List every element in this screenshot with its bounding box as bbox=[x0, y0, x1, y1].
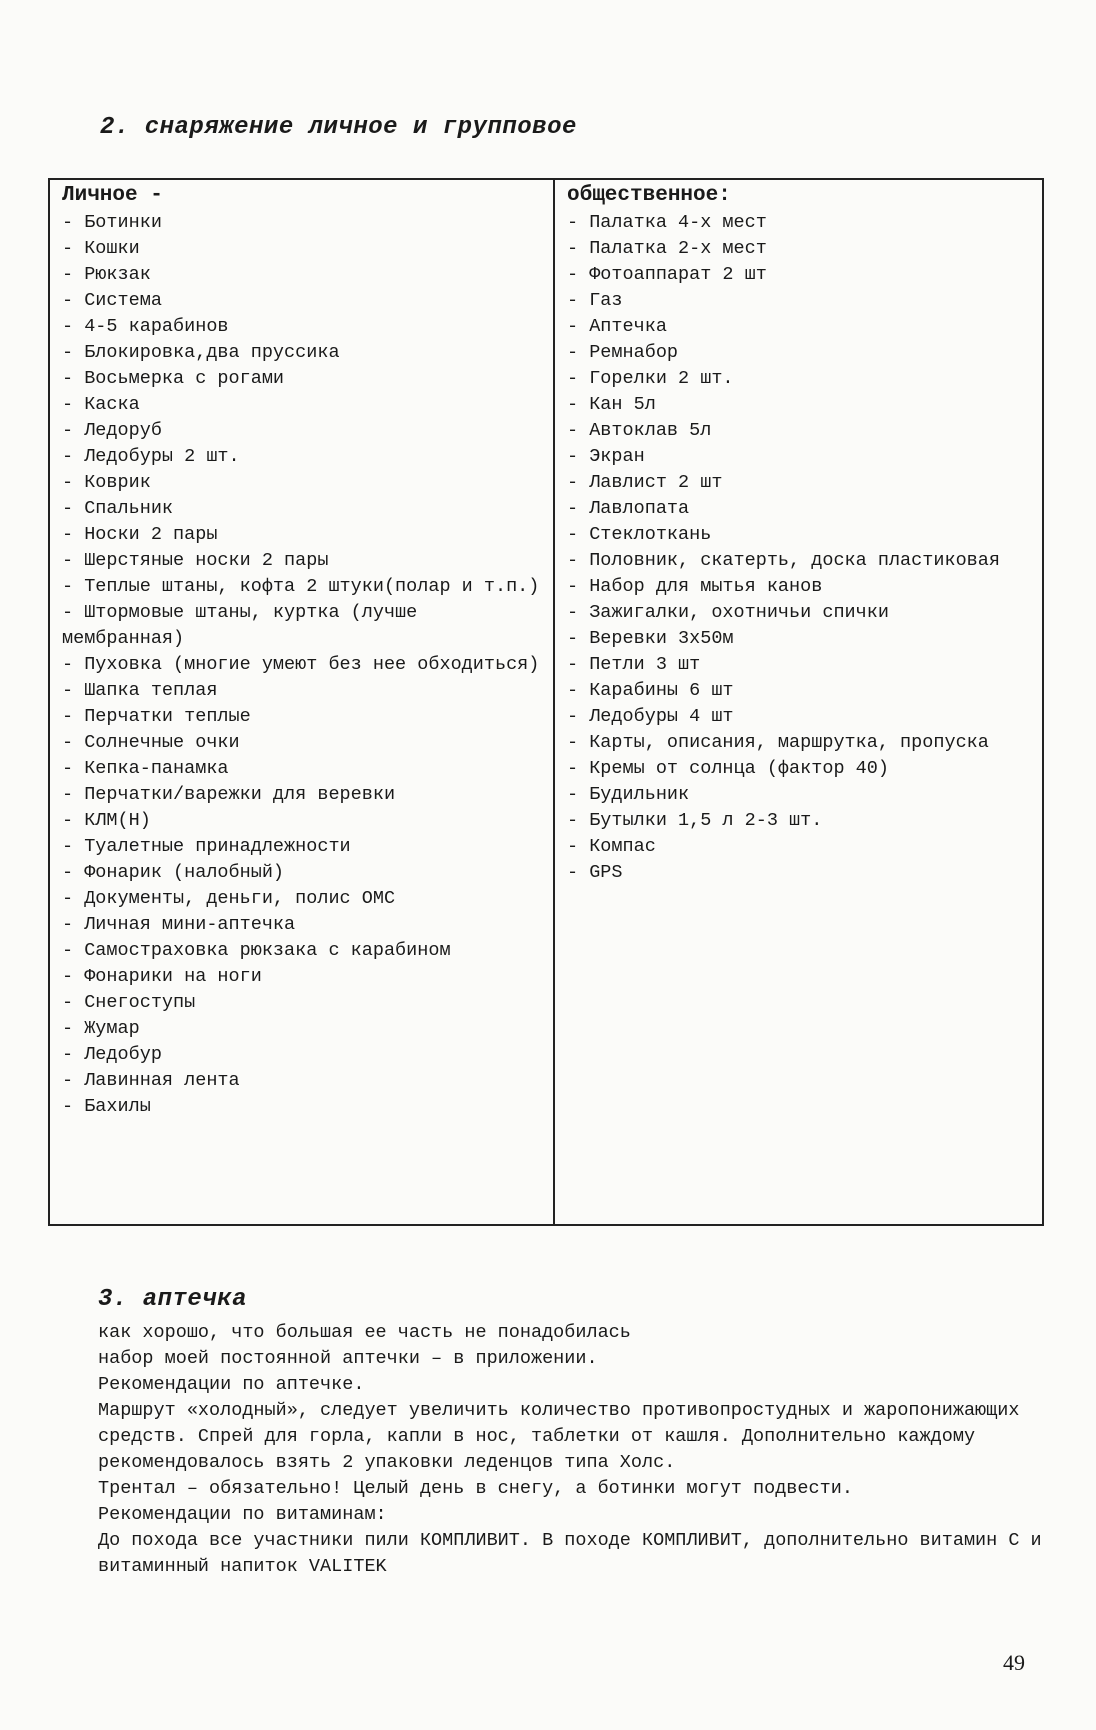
group-item: - Кремы от солнца (фактор 40) bbox=[567, 758, 889, 779]
personal-item: - Система bbox=[62, 290, 162, 311]
group-item: - Лавлопата bbox=[567, 498, 690, 519]
personal-item: - Блокировка,два пруссика bbox=[62, 342, 340, 363]
group-item: - Карты, описания, маршрутка, пропуска bbox=[567, 732, 989, 753]
personal-item: - Солнечные очки bbox=[62, 732, 240, 753]
group-item: - Веревки 3х50м bbox=[567, 628, 734, 649]
group-item: - Ремнабор bbox=[567, 342, 679, 363]
personal-item: - Шерстяные носки 2 пары bbox=[62, 550, 329, 571]
first-aid-paragraph: Рекомендации по витаминам: bbox=[98, 1504, 387, 1525]
first-aid-text bbox=[98, 1320, 1058, 1580]
group-header: общественное: bbox=[567, 184, 731, 207]
personal-item: - Каска bbox=[62, 394, 140, 415]
group-item: - Будильник bbox=[567, 784, 690, 805]
group-item: - Компас bbox=[567, 836, 656, 857]
personal-item: - КЛМ(Н) bbox=[62, 810, 151, 831]
personal-item: - Документы, деньги, полис ОМС bbox=[62, 888, 396, 909]
personal-item: - Теплые штаны, кофта 2 штуки(полар и т.п.) bbox=[62, 576, 540, 597]
personal-item: - Кошки bbox=[62, 238, 140, 259]
personal-item: - Пуховка (многие умеют без нее обходиться) bbox=[62, 654, 540, 675]
group-item: - Палатка 4-х мест bbox=[567, 212, 767, 233]
group-item: - Стеклоткань bbox=[567, 524, 712, 545]
group-item: - Бутылки 1,5 л 2-3 шт. bbox=[567, 810, 823, 831]
group-item: - Автоклав 5л bbox=[567, 420, 712, 441]
group-item: - Карабины 6 шт bbox=[567, 680, 734, 701]
personal-item: - Коврик bbox=[62, 472, 151, 493]
section-title-equipment: 2. снаряжение личное и групповое bbox=[100, 114, 577, 141]
group-item: - Лавлист 2 шт bbox=[567, 472, 723, 493]
personal-item: - Шапка теплая bbox=[62, 680, 218, 701]
first-aid-paragraph: Маршрут «холодный», следует увеличить количество противопростудных и жаропонижающих средств. Спрей для горла, капли в нос, таблетки от кашля. Дополнительно каждому рекомендовалось взять 2 упаковки леденцов типа Холс. bbox=[98, 1400, 1020, 1473]
equipment-table bbox=[48, 178, 1044, 1226]
group-item: - Аптечка bbox=[567, 316, 667, 337]
page-number: 49 bbox=[1003, 1650, 1025, 1675]
first-aid-paragraph: Трентал – обязательно! Целый день в снегу, а ботинки могут подвести. bbox=[98, 1478, 853, 1499]
first-aid-paragraph: набор моей постоянной аптечки – в приложении. bbox=[98, 1348, 598, 1369]
personal-item: - Самостраховка рюкзака с карабином bbox=[62, 940, 451, 961]
group-item: - Половник, скатерть, доска пластиковая bbox=[567, 550, 1000, 571]
personal-item: - Рюкзак bbox=[62, 264, 151, 285]
group-item: - Ледобуры 4 шт bbox=[567, 706, 734, 727]
group-item: - Газ bbox=[567, 290, 623, 311]
first-aid-paragraph: Рекомендации по аптечке. bbox=[98, 1374, 365, 1395]
group-item: - Кан 5л bbox=[567, 394, 656, 415]
personal-header: Личное - bbox=[62, 184, 163, 207]
personal-item: - Кепка-панамка bbox=[62, 758, 229, 779]
personal-item: - Ботинки bbox=[62, 212, 162, 233]
group-item: - Экран bbox=[567, 446, 645, 467]
first-aid-paragraph: До похода все участники пили КОМПЛИВИТ. В походе КОМПЛИВИТ, дополнительно витамин С и витаминный напиток VALITEK bbox=[98, 1530, 1042, 1577]
group-item: - Зажигалки, охотничьи спички bbox=[567, 602, 889, 623]
personal-item: - Туалетные принадлежности bbox=[62, 836, 351, 857]
personal-item: - Фонарик (налобный) bbox=[62, 862, 285, 883]
personal-item: - Личная мини-аптечка bbox=[62, 914, 296, 935]
first-aid-paragraph: как хорошо, что большая ее часть не понадобилась bbox=[98, 1322, 631, 1343]
personal-column bbox=[49, 179, 554, 1225]
personal-item: - Ледобур bbox=[62, 1044, 162, 1065]
group-column bbox=[554, 179, 1043, 1225]
personal-item: - Перчатки теплые bbox=[62, 706, 251, 727]
personal-item: - Жумар bbox=[62, 1018, 140, 1039]
personal-item: - Бахилы bbox=[62, 1096, 151, 1117]
personal-item: - Носки 2 пары bbox=[62, 524, 218, 545]
personal-item: - Ледоруб bbox=[62, 420, 162, 441]
group-items-list bbox=[567, 210, 1036, 886]
personal-item: - Лавинная лента bbox=[62, 1070, 240, 1091]
personal-item: - Фонарики на ноги bbox=[62, 966, 262, 987]
personal-item: - Снегоступы bbox=[62, 992, 196, 1013]
personal-item: - Штормовые штаны, куртка (лучше мембранная) bbox=[62, 602, 418, 649]
section-title-first-aid: 3. аптечка bbox=[98, 1286, 248, 1313]
personal-item: - 4-5 карабинов bbox=[62, 316, 229, 337]
group-item: - Палатка 2-х мест bbox=[567, 238, 767, 259]
personal-item: - Восьмерка с рогами bbox=[62, 368, 285, 389]
group-item: - Петли 3 шт bbox=[567, 654, 701, 675]
personal-items-list bbox=[62, 210, 547, 1120]
group-item: - Фотоаппарат 2 шт bbox=[567, 264, 767, 285]
group-item: - Набор для мытья канов bbox=[567, 576, 823, 597]
group-item: - Горелки 2 шт. bbox=[567, 368, 734, 389]
personal-item: - Спальник bbox=[62, 498, 174, 519]
personal-item: - Перчатки/варежки для веревки bbox=[62, 784, 396, 805]
group-item: - GPS bbox=[567, 862, 623, 883]
personal-item: - Ледобуры 2 шт. bbox=[62, 446, 240, 467]
